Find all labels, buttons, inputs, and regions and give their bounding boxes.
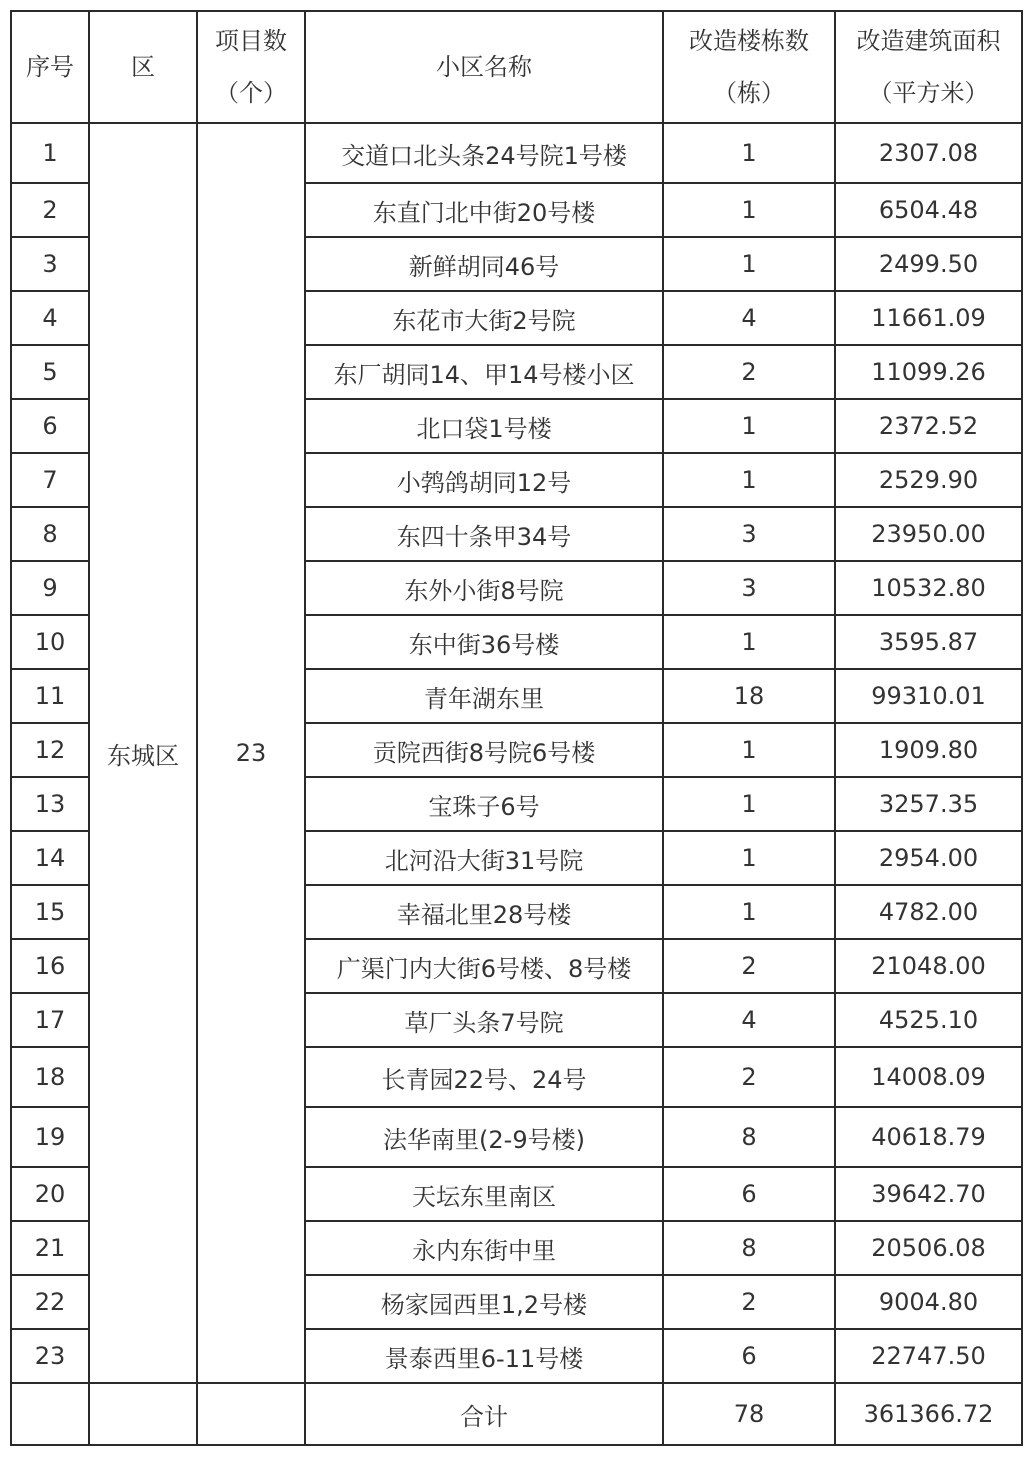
cell-community: 广渠门内大街6号楼、8号楼 bbox=[305, 939, 663, 993]
header-buildings bbox=[663, 11, 835, 123]
cell-buildings: 6 bbox=[663, 1167, 835, 1221]
cell-community: 法华南里(2-9号楼) bbox=[305, 1107, 663, 1167]
cell-community: 东中街36号楼 bbox=[305, 615, 663, 669]
cell-area: 23950.00 bbox=[835, 507, 1022, 561]
cell-buildings: 18 bbox=[663, 669, 835, 723]
cell-area: 3257.35 bbox=[835, 777, 1022, 831]
cell-seq: 4 bbox=[11, 291, 89, 345]
cell-area: 11661.09 bbox=[835, 291, 1022, 345]
header-district: 区 bbox=[89, 11, 197, 123]
cell-area: 2372.52 bbox=[835, 399, 1022, 453]
cell-area: 9004.80 bbox=[835, 1275, 1022, 1329]
cell-buildings: 1 bbox=[663, 123, 835, 183]
cell-seq: 23 bbox=[11, 1329, 89, 1383]
cell-area: 10532.80 bbox=[835, 561, 1022, 615]
cell-seq: 15 bbox=[11, 885, 89, 939]
header-seq: 序号 bbox=[11, 11, 89, 123]
cell-seq: 2 bbox=[11, 183, 89, 237]
cell-buildings: 1 bbox=[663, 399, 835, 453]
header-row bbox=[11, 11, 1022, 123]
cell-community: 青年湖东里 bbox=[305, 669, 663, 723]
cell-area: 99310.01 bbox=[835, 669, 1022, 723]
cell-community: 景泰西里6-11号楼 bbox=[305, 1329, 663, 1383]
cell-seq: 6 bbox=[11, 399, 89, 453]
cell-seq: 21 bbox=[11, 1221, 89, 1275]
cell-buildings: 1 bbox=[663, 723, 835, 777]
cell-community: 东直门北中街20号楼 bbox=[305, 183, 663, 237]
cell-seq: 9 bbox=[11, 561, 89, 615]
cell-area: 2529.90 bbox=[835, 453, 1022, 507]
table-wrapper bbox=[10, 10, 1023, 1446]
cell-community: 幸福北里28号楼 bbox=[305, 885, 663, 939]
cell-area: 21048.00 bbox=[835, 939, 1022, 993]
cell-community: 长青园22号、24号 bbox=[305, 1047, 663, 1107]
cell-seq: 22 bbox=[11, 1275, 89, 1329]
cell-buildings: 3 bbox=[663, 507, 835, 561]
cell-seq: 17 bbox=[11, 993, 89, 1047]
cell-area: 6504.48 bbox=[835, 183, 1022, 237]
total-empty-district bbox=[89, 1383, 197, 1445]
cell-district: 东城区 bbox=[89, 123, 197, 1383]
header-buildings-line2: （栋） bbox=[713, 79, 785, 107]
cell-seq: 19 bbox=[11, 1107, 89, 1167]
total-empty-count bbox=[197, 1383, 305, 1445]
cell-area: 2499.50 bbox=[835, 237, 1022, 291]
cell-community: 交道口北头条24号院1号楼 bbox=[305, 123, 663, 183]
cell-area: 3595.87 bbox=[835, 615, 1022, 669]
cell-buildings: 1 bbox=[663, 237, 835, 291]
cell-buildings: 1 bbox=[663, 885, 835, 939]
cell-seq: 14 bbox=[11, 831, 89, 885]
cell-community: 东花市大街2号院 bbox=[305, 291, 663, 345]
cell-community: 永内东街中里 bbox=[305, 1221, 663, 1275]
renovation-table bbox=[10, 10, 1023, 1446]
cell-community: 北河沿大街31号院 bbox=[305, 831, 663, 885]
cell-area: 2307.08 bbox=[835, 123, 1022, 183]
cell-seq: 5 bbox=[11, 345, 89, 399]
cell-buildings: 6 bbox=[663, 1329, 835, 1383]
cell-seq: 10 bbox=[11, 615, 89, 669]
cell-buildings: 1 bbox=[663, 183, 835, 237]
cell-area: 14008.09 bbox=[835, 1047, 1022, 1107]
cell-buildings: 1 bbox=[663, 831, 835, 885]
cell-buildings: 4 bbox=[663, 291, 835, 345]
total-buildings: 78 bbox=[663, 1383, 835, 1445]
cell-area: 4525.10 bbox=[835, 993, 1022, 1047]
cell-buildings: 4 bbox=[663, 993, 835, 1047]
total-label: 合计 bbox=[305, 1383, 663, 1445]
cell-community: 东外小街8号院 bbox=[305, 561, 663, 615]
cell-buildings: 3 bbox=[663, 561, 835, 615]
cell-buildings: 1 bbox=[663, 777, 835, 831]
cell-buildings: 1 bbox=[663, 453, 835, 507]
header-community: 小区名称 bbox=[305, 11, 663, 123]
cell-area: 11099.26 bbox=[835, 345, 1022, 399]
table-row bbox=[11, 123, 1022, 183]
cell-seq: 3 bbox=[11, 237, 89, 291]
cell-community: 新鲜胡同46号 bbox=[305, 237, 663, 291]
cell-seq: 16 bbox=[11, 939, 89, 993]
total-row bbox=[11, 1383, 1022, 1445]
header-project-count bbox=[197, 11, 305, 123]
header-area-line1: 改造建筑面积 bbox=[856, 27, 1001, 55]
cell-buildings: 8 bbox=[663, 1221, 835, 1275]
total-empty-seq bbox=[11, 1383, 89, 1445]
cell-community: 天坛东里南区 bbox=[305, 1167, 663, 1221]
cell-community: 贡院西街8号院6号楼 bbox=[305, 723, 663, 777]
cell-community: 东厂胡同14、甲14号楼小区 bbox=[305, 345, 663, 399]
total-area: 361366.72 bbox=[835, 1383, 1022, 1445]
cell-seq: 13 bbox=[11, 777, 89, 831]
cell-seq: 1 bbox=[11, 123, 89, 183]
header-buildings-line1: 改造楼栋数 bbox=[689, 27, 809, 55]
cell-area: 39642.70 bbox=[835, 1167, 1022, 1221]
cell-buildings: 1 bbox=[663, 615, 835, 669]
cell-buildings: 2 bbox=[663, 1047, 835, 1107]
cell-seq: 18 bbox=[11, 1047, 89, 1107]
cell-community: 宝珠子6号 bbox=[305, 777, 663, 831]
header-area bbox=[835, 11, 1022, 123]
cell-seq: 8 bbox=[11, 507, 89, 561]
cell-buildings: 2 bbox=[663, 939, 835, 993]
cell-seq: 11 bbox=[11, 669, 89, 723]
cell-area: 4782.00 bbox=[835, 885, 1022, 939]
cell-community: 小鹁鸽胡同12号 bbox=[305, 453, 663, 507]
cell-project-count: 23 bbox=[197, 123, 305, 1383]
cell-area: 2954.00 bbox=[835, 831, 1022, 885]
cell-seq: 7 bbox=[11, 453, 89, 507]
cell-area: 1909.80 bbox=[835, 723, 1022, 777]
cell-area: 40618.79 bbox=[835, 1107, 1022, 1167]
header-area-line2: （平方米） bbox=[868, 79, 989, 107]
cell-community: 杨家园西里1,2号楼 bbox=[305, 1275, 663, 1329]
cell-buildings: 2 bbox=[663, 1275, 835, 1329]
header-project-count-line1: 项目数 bbox=[215, 27, 287, 55]
cell-seq: 12 bbox=[11, 723, 89, 777]
cell-community: 北口袋1号楼 bbox=[305, 399, 663, 453]
cell-area: 22747.50 bbox=[835, 1329, 1022, 1383]
cell-buildings: 2 bbox=[663, 345, 835, 399]
cell-buildings: 8 bbox=[663, 1107, 835, 1167]
cell-community: 东四十条甲34号 bbox=[305, 507, 663, 561]
cell-community: 草厂头条7号院 bbox=[305, 993, 663, 1047]
cell-seq: 20 bbox=[11, 1167, 89, 1221]
cell-area: 20506.08 bbox=[835, 1221, 1022, 1275]
header-project-count-line2: （个） bbox=[215, 79, 287, 107]
